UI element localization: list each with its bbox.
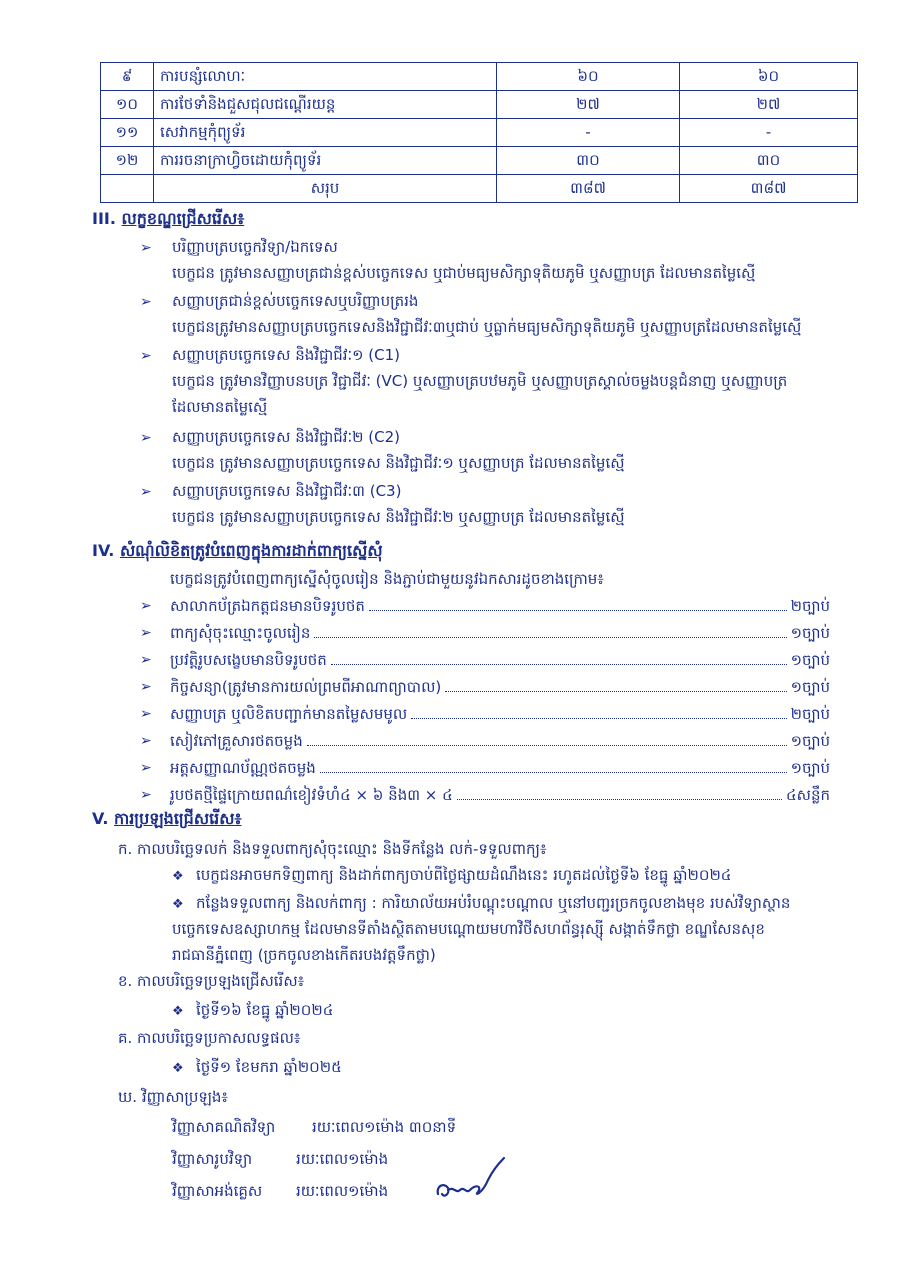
document-item (140, 650, 830, 676)
document-count: ២ច្បាប់ (790, 705, 830, 723)
subjects-table (100, 62, 858, 203)
requirement-title: សញ្ញាបត្រជាន់ខ្ពស់បច្ចេកទេសឬបរិញ្ញាបត្ររង (172, 292, 419, 310)
document-item (140, 731, 830, 757)
table-row (101, 147, 858, 175)
row-value-2: ៣៨៧ (680, 175, 858, 203)
section-3-title: លក្ខខណ្ឌជ្រើសរើស៖ (121, 209, 245, 228)
document-count: ១ច្បាប់ (790, 759, 830, 777)
arrow-bullet-icon: ➢ (140, 679, 152, 695)
arrow-bullet-icon: ➢ (140, 652, 152, 668)
requirement-description: បេក្ខជន ត្រូវមានសញ្ញាបត្រជាន់ខ្ពស់បច្ចេកទេស ឬជាប់មធ្យមសិក្សាទុតិយភូមិ ឬសញ្ញាបត្រ ដែលមានតម្លៃស្មើ (172, 264, 756, 282)
table-row (101, 91, 858, 119)
exam-duration: រយៈពេល១ម៉ោង ៣០នាទី (312, 1118, 457, 1136)
row-value-1: ៦០ (497, 63, 680, 91)
document-label: អត្តសញ្ញាណប័ណ្ណថតចម្លង (170, 759, 316, 777)
requirement-description: បេក្ខជន ត្រូវមានវិញ្ញាបនបត្រ វិជ្ជាជីវៈ (VC) ឬសញ្ញាបត្របឋមភូមិ ឬសញ្ញាបត្រស្គាល់ចម្លងបន្តជំនាញ ឬសញ្ញាបត្រ (172, 372, 788, 390)
row-subject: ការថែទាំនិងជួសជុលជណ្តើរយន្ត (154, 91, 497, 119)
arrow-bullet-icon: ➢ (140, 598, 152, 614)
document-line (170, 623, 830, 646)
arrow-bullet-icon: ➢ (140, 430, 152, 446)
section-4-heading (92, 540, 383, 564)
dot-leader (320, 758, 787, 773)
requirement-title: សញ្ញាបត្របច្ចេកទេស និងវិជ្ជាជីវៈ៣ (C3) (172, 482, 402, 500)
arrow-bullet-icon: ➢ (140, 706, 152, 722)
subsection-c-title: គ. កាលបរិច្ឆេទប្រកាសលទ្ធផល៖ (118, 1029, 301, 1047)
section-4-intro: បេក្ខជនត្រូវបំពេញពាក្យស្នើសុំចូលរៀន និងភ្ជាប់ជាមួយនូវឯកសារដូចខាងក្រោម៖ (170, 570, 604, 588)
document-line (170, 704, 830, 727)
subsection-a-line: កន្លែងទទួលពាក្យ និងលក់ពាក្យ : ការិយាល័យអប់រំបណ្តុះបណ្តាល ឬនៅបញ្ជរច្រកចូលខាងមុខ របស់វិទ្យាស្ថាន (196, 894, 791, 912)
arrow-bullet-icon: ➢ (140, 294, 152, 310)
section-5-number: V. (92, 809, 109, 828)
diamond-bullet-icon: ❖ (172, 897, 184, 912)
row-value-1: ៣៨៧ (497, 175, 680, 203)
table-row (101, 119, 858, 147)
document-count: ៤សន្លឹក (786, 786, 830, 804)
section-4-number: IV. (92, 541, 115, 560)
row-value-2: ២៧ (680, 91, 858, 119)
requirement-title: បរិញ្ញាបត្របច្ចេកវិទ្យា/ឯកទេស (172, 238, 338, 256)
dot-leader (307, 731, 787, 746)
subsection-d-title: ឃ. វិញ្ញាសាប្រឡង៖ (118, 1088, 229, 1106)
document-label: ប្រវត្តិរូបសង្ខេបមានបិទរូបថត (170, 651, 327, 669)
section-4-title: សំណុំលិខិតត្រូវបំពេញក្នុងការដាក់ពាក្យស្នើសុំ (119, 541, 383, 560)
exam-duration: រយៈពេល១ម៉ោង (296, 1150, 389, 1168)
row-number (101, 175, 154, 203)
document-label: កិច្ចសន្យា(ត្រូវមានការយល់ព្រមពីអាណាព្យាបាល) (170, 678, 442, 696)
exam-subject: វិញ្ញាសារូបវិទ្យា (172, 1150, 253, 1168)
diamond-bullet-icon: ❖ (172, 1061, 184, 1076)
row-value-1: ២៧ (497, 91, 680, 119)
exam-duration: រយៈពេល១ម៉ោង (296, 1182, 389, 1200)
row-value-1: ៣០ (497, 147, 680, 175)
row-value-2: - (680, 119, 858, 147)
requirement-title: សញ្ញាបត្របច្ចេកទេស និងវិជ្ជាជីវៈ១ (C1) (172, 346, 400, 364)
subsection-a-line: បេក្ខជនអាចមកទិញពាក្យ និងដាក់ពាក្យចាប់ពីថ្ងៃផ្សាយដំណឹងនេះ រហូតដល់ថ្ងៃទី៦ ខែធ្នូ ឆ្នាំ២០២៤ (196, 866, 732, 884)
arrow-bullet-icon: ➢ (140, 348, 152, 364)
arrow-bullet-icon: ➢ (140, 733, 152, 749)
document-item (140, 704, 830, 730)
document-count: ២ច្បាប់ (790, 597, 830, 615)
row-number: ១២ (101, 147, 154, 175)
row-subject: ការរចនាក្រាហ្វិចដោយកុំព្យូទ័រ (154, 147, 497, 175)
dot-leader (331, 650, 787, 665)
requirement-description: បេក្ខជន ត្រូវមានសញ្ញាបត្របច្ចេកទេស និងវិជ្ជាជីវៈ១ ឬសញ្ញាបត្រ ដែលមានតម្លៃស្មើ (172, 454, 625, 472)
document-line (170, 758, 830, 781)
subsection-a-title: ក. កាលបរិច្ឆេទលក់ និងទទួលពាក្យសុំចុះឈ្មោះ និងទីកន្លែង លក់-ទទួលពាក្យ៖ (118, 840, 547, 858)
document-count: ១ច្បាប់ (790, 651, 830, 669)
subsection-b-title: ខ. កាលបរិច្ឆេទប្រឡងជ្រើសរើស៖ (118, 972, 305, 990)
document-count: ១ច្បាប់ (790, 732, 830, 750)
requirement-description: បេក្ខជនត្រូវមានសញ្ញាបត្របច្ចេកទេសនិងវិជ្ជាជីវៈ៣ឬជាប់ ឬធ្លាក់មធ្យមសិក្សាទុតិយភូមិ ឬសញ្ញាបត្រដែលមានតម្លៃស្មើ (172, 318, 802, 336)
row-value-2: ៦០ (680, 63, 858, 91)
document-line (170, 731, 830, 754)
row-subject: ការបន្សំលោហៈ (154, 63, 497, 91)
section-5-heading (92, 808, 241, 832)
dot-leader (457, 785, 782, 800)
requirement-title: សញ្ញាបត្របច្ចេកទេស និងវិជ្ជាជីវៈ២ (C2) (172, 428, 400, 446)
arrow-bullet-icon: ➢ (140, 625, 152, 641)
document-item (140, 758, 830, 784)
document-label: រូបថតថ្មីផ្ទៃក្រោយពណ៌ខៀវទំហំ៤ × ៦ និង៣ × ៤ (170, 786, 453, 804)
arrow-bullet-icon: ➢ (140, 484, 152, 500)
document-label: សាលាកប័ត្រឯកត្តជនមានបិទរូបថត (170, 597, 365, 615)
diamond-bullet-icon: ❖ (172, 1004, 184, 1019)
document-line (170, 785, 830, 808)
document-line (170, 650, 830, 673)
subsection-a-line: បច្ចេកទេសឧស្សាហកម្ម ដែលមានទីតាំងស្ថិតតាមបណ្តោយមហាវិថីសហព័ន្ធរុស្ស៊ី សង្កាត់ទឹកថ្លា ខណ្ឌសែនសុខ (172, 920, 765, 938)
exam-subject: វិញ្ញាសាគណិតវិទ្យា (172, 1118, 276, 1136)
section-3-heading (92, 208, 244, 232)
table-total-row (101, 175, 858, 203)
table-row (101, 63, 858, 91)
document-label: សញ្ញាបត្រ ឬលិខិតបញ្ជាក់មានតម្លៃសមមូល (170, 705, 408, 723)
row-number: ១០ (101, 91, 154, 119)
arrow-bullet-icon: ➢ (140, 787, 152, 803)
signature-mark (430, 1150, 510, 1210)
dot-leader (411, 704, 786, 719)
subsection-a-line: រាជធានីភ្នំពេញ (ច្រកចូលខាងកើតរបងវត្តទឹកថ្លា) (172, 946, 436, 964)
document-label: សៀវភៅគ្រួសារថតចម្លង (170, 732, 303, 750)
dot-leader (445, 677, 786, 692)
row-number: ១១ (101, 119, 154, 147)
document-count: ១ច្បាប់ (790, 678, 830, 696)
row-value-1: - (497, 119, 680, 147)
row-number: ៩ (101, 63, 154, 91)
exam-subject: វិញ្ញាសាអង់គ្លេស (172, 1182, 263, 1200)
document-item (140, 623, 830, 649)
document-item (140, 677, 830, 703)
diamond-bullet-icon: ❖ (172, 869, 184, 884)
document-line (170, 677, 830, 700)
document-item (140, 596, 830, 622)
requirement-description: បេក្ខជន ត្រូវមានសញ្ញាបត្របច្ចេកទេស និងវិជ្ជាជីវៈ២ ឬសញ្ញាបត្រ ដែលមានតម្លៃស្មើ (172, 508, 625, 526)
document-item (140, 785, 830, 811)
row-subject: សរុប (154, 175, 497, 203)
document-count: ១ច្បាប់ (790, 624, 830, 642)
section-3-number: III. (92, 209, 116, 228)
requirement-description: ដែលមានតម្លៃស្មើ (172, 398, 268, 416)
exam-date: ថ្ងៃទី១៦ ខែធ្នូ ឆ្នាំ២០២៤ (196, 1001, 334, 1019)
document-label: ពាក្យសុំចុះឈ្មោះចូលរៀន (170, 624, 311, 642)
dot-leader (314, 623, 786, 638)
row-value-2: ៣០ (680, 147, 858, 175)
document-line (170, 596, 830, 619)
row-subject: សេវាកម្មកុំព្យូទ័រ (154, 119, 497, 147)
arrow-bullet-icon: ➢ (140, 760, 152, 776)
dot-leader (369, 596, 787, 611)
arrow-bullet-icon: ➢ (140, 240, 152, 256)
results-date: ថ្ងៃទី១ ខែមករា ឆ្នាំ២០២៥ (196, 1058, 342, 1076)
section-5-title: ការប្រឡងជ្រើសរើស៖ (113, 809, 242, 828)
